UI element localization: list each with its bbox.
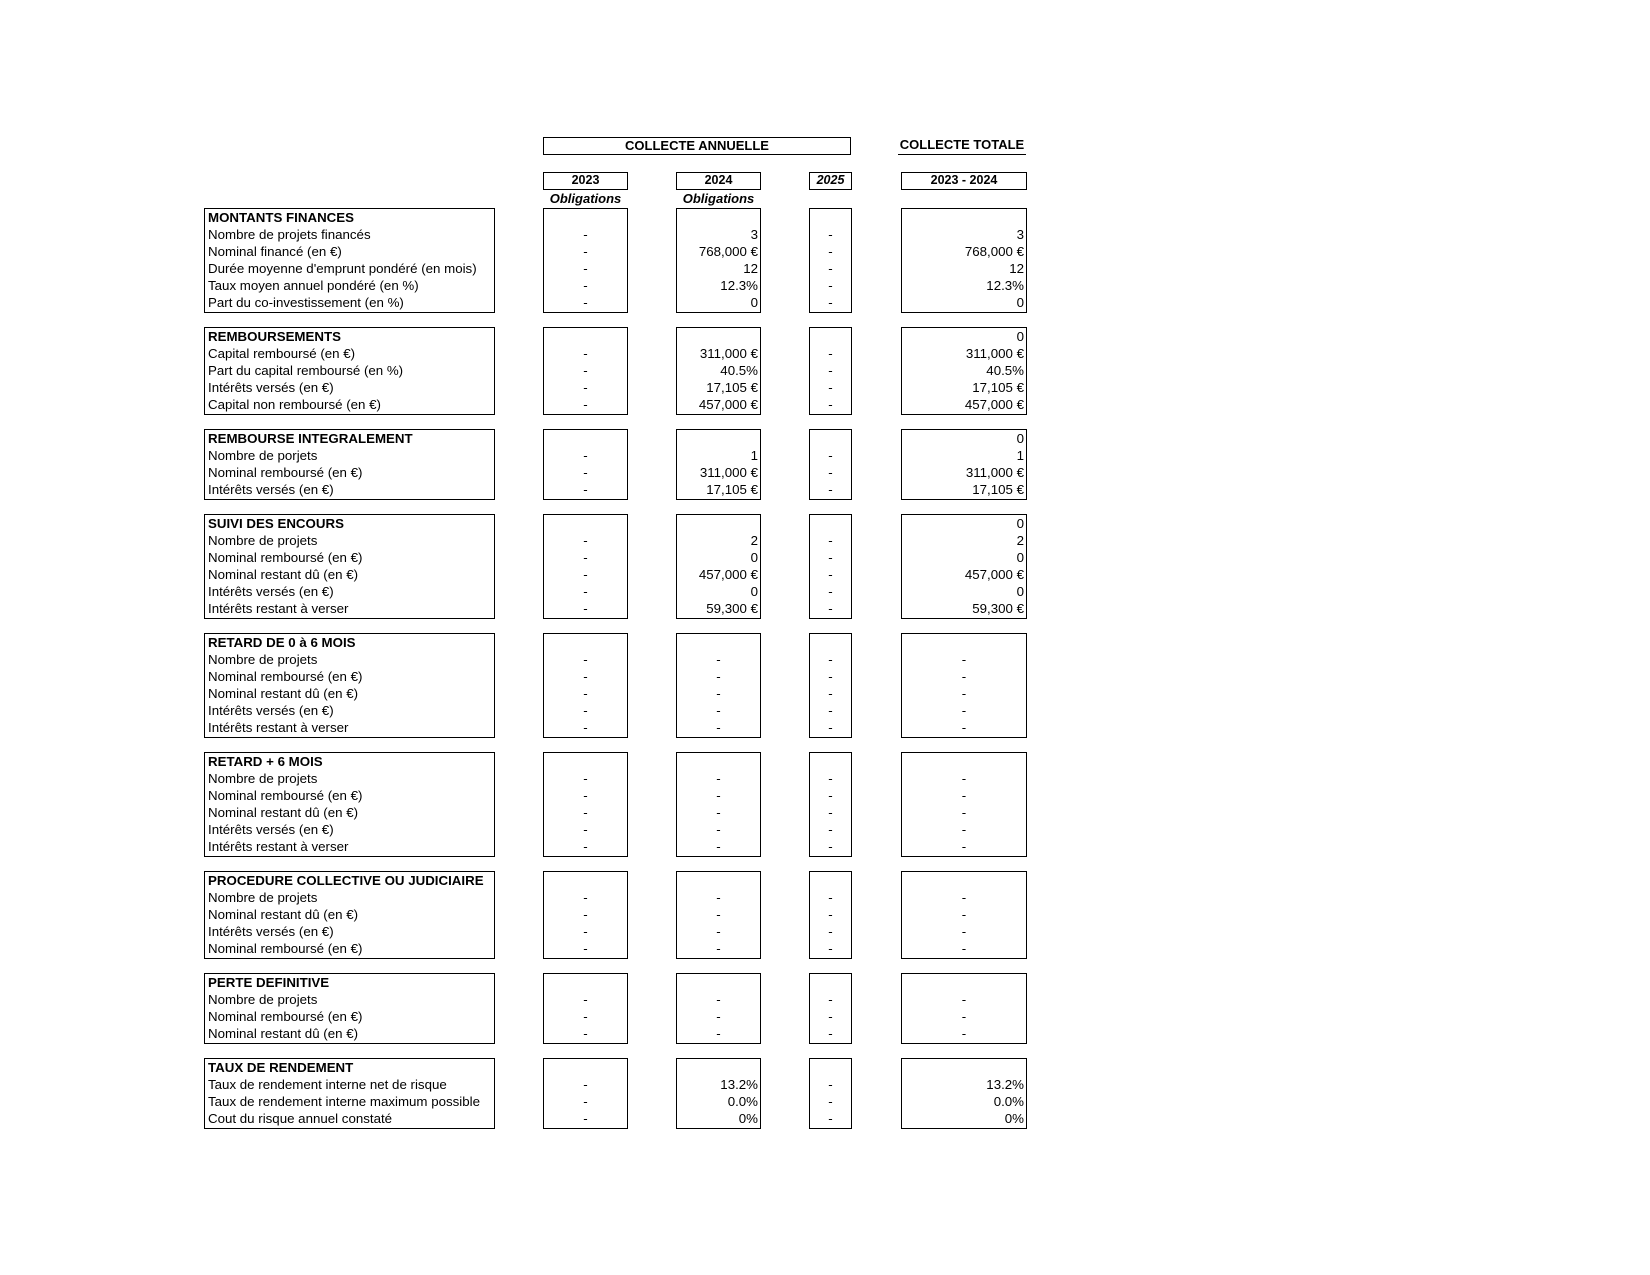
- section-7-col-2025-box: [809, 973, 852, 1044]
- section-7-col-total-box: [901, 973, 1027, 1044]
- section-2-label-column-box: [204, 429, 495, 500]
- section-6-col-2025-box: [809, 871, 852, 959]
- row-value-v2025: -: [828, 907, 833, 922]
- row-value-v2023: -: [583, 890, 588, 905]
- row-value-total: 1: [1016, 448, 1024, 463]
- row-label: Taux de rendement interne maximum possible: [208, 1094, 480, 1109]
- row-value-v2023: -: [583, 652, 588, 667]
- row-value-v2025: -: [828, 788, 833, 803]
- row-value-v2025: -: [828, 652, 833, 667]
- row-value-v2025: -: [828, 261, 833, 276]
- row-value-v2023: -: [583, 295, 588, 310]
- section-title: TAUX DE RENDEMENT: [208, 1060, 354, 1075]
- row-value-v2025: -: [828, 992, 833, 1007]
- section-1-col-2024-box: [676, 327, 761, 415]
- row-value-total: 0.0%: [993, 1094, 1024, 1109]
- row-label: Nombre de porjets: [208, 448, 318, 463]
- section-2-col-2023-box: [543, 429, 628, 500]
- section-3-col-2025-box: [809, 514, 852, 619]
- row-value-v2023: -: [583, 703, 588, 718]
- row-label: Nominal financé (en €): [208, 244, 342, 259]
- row-value-v2023: -: [583, 227, 588, 242]
- row-value-v2024: 2: [750, 533, 758, 548]
- section-4-col-total-box: [901, 633, 1027, 738]
- row-value-total: 13.2%: [986, 1077, 1024, 1092]
- row-value-v2024: 0: [750, 295, 758, 310]
- row-value-total: 0: [1016, 584, 1024, 599]
- row-value-total: 0: [1016, 295, 1024, 310]
- section-0-col-total-box: [901, 208, 1027, 313]
- row-value-v2024: -: [716, 703, 721, 718]
- row-value-v2024: 59,300 €: [706, 601, 758, 616]
- section-5-col-2023-box: [543, 752, 628, 857]
- row-value-total: 311,000 €: [965, 465, 1024, 480]
- row-value-total: -: [961, 839, 967, 854]
- row-value-v2024: -: [716, 1026, 721, 1041]
- row-label: Nominal remboursé (en €): [208, 465, 363, 480]
- row-value-total: 12: [1009, 261, 1024, 276]
- row-value-total: 457,000 €: [964, 397, 1024, 412]
- row-value-v2023: -: [583, 1009, 588, 1024]
- row-value-v2023: -: [583, 567, 588, 582]
- row-label: Capital non remboursé (en €): [208, 397, 381, 412]
- row-value-v2024: -: [716, 924, 721, 939]
- row-value-total: -: [961, 1009, 967, 1024]
- section-title-total: 0: [1016, 329, 1024, 344]
- row-label: Nominal restant dû (en €): [208, 805, 359, 820]
- row-value-v2024: -: [716, 652, 721, 667]
- row-label: Cout du risque annuel constaté: [208, 1111, 393, 1126]
- section-6-label-column-box: [204, 871, 495, 959]
- row-value-total: -: [961, 669, 967, 684]
- section-5-col-2024-box: [676, 752, 761, 857]
- row-value-v2023: -: [583, 669, 588, 684]
- row-value-v2024: 0: [750, 550, 758, 565]
- section-8-col-total-box: [901, 1058, 1027, 1129]
- row-value-v2025: -: [828, 244, 833, 259]
- section-6-col-2024-box: [676, 871, 761, 959]
- section-1-col-2025-box: [809, 327, 852, 415]
- row-value-v2025: -: [828, 533, 833, 548]
- row-value-total: -: [961, 686, 967, 701]
- row-value-v2025: -: [828, 584, 833, 599]
- row-label: Intérêts restant à verser: [208, 720, 349, 735]
- section-5-col-total-box: [901, 752, 1027, 857]
- row-value-v2023: -: [583, 924, 588, 939]
- section-0-label-column-box: [204, 208, 495, 313]
- row-value-v2024: -: [716, 822, 721, 837]
- section-0-col-2024-box: [676, 208, 761, 313]
- row-value-total: 2: [1016, 533, 1024, 548]
- row-label: Intérêts restant à verser: [208, 839, 349, 854]
- row-value-v2024: 311,000 €: [699, 465, 758, 480]
- row-value-v2023: -: [583, 584, 588, 599]
- row-value-v2023: -: [583, 346, 588, 361]
- row-value-v2025: -: [828, 1111, 833, 1126]
- row-value-v2023: -: [583, 261, 588, 276]
- section-title: SUIVI DES ENCOURS: [208, 516, 344, 531]
- row-value-v2025: -: [828, 1077, 833, 1092]
- row-label: Nombre de projets: [208, 533, 318, 548]
- row-value-v2023: -: [583, 278, 588, 293]
- row-value-v2024: -: [716, 907, 721, 922]
- section-7-col-2024-box: [676, 973, 761, 1044]
- row-value-v2025: -: [828, 550, 833, 565]
- row-label: Taux moyen annuel pondéré (en %): [208, 278, 419, 293]
- year-2023-header: 2023: [543, 172, 628, 190]
- row-label: Intérêts versés (en €): [208, 822, 334, 837]
- row-value-v2023: -: [583, 465, 588, 480]
- row-value-v2023: -: [583, 363, 588, 378]
- row-value-v2025: -: [828, 363, 833, 378]
- row-value-v2024: 0: [750, 584, 758, 599]
- row-value-total: -: [961, 720, 967, 735]
- section-title-total: 0: [1016, 516, 1024, 531]
- row-label: Nominal restant dû (en €): [208, 907, 359, 922]
- section-1-label-column-box: [204, 327, 495, 415]
- row-value-v2025: -: [828, 601, 833, 616]
- row-value-v2023: -: [583, 397, 588, 412]
- row-label: Nominal restant dû (en €): [208, 1026, 359, 1041]
- section-3-col-2024-box: [676, 514, 761, 619]
- row-value-v2024: -: [716, 720, 721, 735]
- row-value-v2025: -: [828, 397, 833, 412]
- section-title: PROCEDURE COLLECTIVE OU JUDICIAIRE: [208, 873, 484, 888]
- row-label: Nombre de projets: [208, 652, 318, 667]
- row-value-v2024: -: [716, 771, 721, 786]
- row-value-v2025: -: [828, 1009, 833, 1024]
- row-value-v2024: 457,000 €: [698, 567, 758, 582]
- row-label: Nominal remboursé (en €): [208, 669, 363, 684]
- row-value-total: -: [961, 992, 967, 1007]
- row-value-v2025: -: [828, 839, 833, 854]
- row-value-v2025: -: [828, 448, 833, 463]
- collecte-totale-header: COLLECTE TOTALE: [898, 137, 1026, 155]
- row-value-total: -: [961, 907, 967, 922]
- row-value-total: 0%: [1004, 1111, 1024, 1126]
- section-8-col-2024-box: [676, 1058, 761, 1129]
- row-label: Part du co-investissement (en %): [208, 295, 404, 310]
- row-label: Durée moyenne d'emprunt pondéré (en mois): [208, 261, 477, 276]
- row-value-v2024: 0.0%: [727, 1094, 758, 1109]
- row-value-v2024: 17,105 €: [706, 380, 758, 395]
- row-value-v2024: -: [716, 890, 721, 905]
- subheader-2023: Obligations: [549, 191, 622, 206]
- section-4-col-2025-box: [809, 633, 852, 738]
- row-value-v2023: -: [583, 771, 588, 786]
- section-6-col-total-box: [901, 871, 1027, 959]
- section-7-label-column-box: [204, 973, 495, 1044]
- row-value-total: -: [961, 941, 967, 956]
- row-value-total: -: [961, 652, 967, 667]
- total-range-header: 2023 - 2024: [901, 172, 1027, 190]
- row-value-v2023: -: [583, 839, 588, 854]
- section-title: PERTE DEFINITIVE: [208, 975, 330, 990]
- section-3-col-2023-box: [543, 514, 628, 619]
- section-title: REMBOURSEMENTS: [208, 329, 341, 344]
- row-label: Nombre de projets: [208, 992, 318, 1007]
- row-value-v2023: -: [583, 822, 588, 837]
- section-title: REMBOURSE INTEGRALEMENT: [208, 431, 413, 446]
- row-value-total: 0: [1016, 550, 1024, 565]
- row-value-v2024: -: [716, 788, 721, 803]
- row-value-total: -: [961, 822, 967, 837]
- section-2-col-2025-box: [809, 429, 852, 500]
- row-value-v2024: -: [716, 839, 721, 854]
- section-8-col-2025-box: [809, 1058, 852, 1129]
- row-value-v2023: -: [583, 788, 588, 803]
- section-0-col-2025-box: [809, 208, 852, 313]
- row-value-v2025: -: [828, 686, 833, 701]
- row-value-total: 3: [1016, 227, 1024, 242]
- section-5-col-2025-box: [809, 752, 852, 857]
- year-2025-header: 2025: [809, 172, 852, 190]
- row-value-v2023: -: [583, 380, 588, 395]
- row-value-total: 17,105 €: [972, 380, 1024, 395]
- row-value-v2025: -: [828, 482, 833, 497]
- row-value-v2023: -: [583, 992, 588, 1007]
- section-4-col-2023-box: [543, 633, 628, 738]
- row-value-v2024: 3: [750, 227, 758, 242]
- section-8-label-column-box: [204, 1058, 495, 1129]
- row-value-total: -: [961, 924, 967, 939]
- subheader-2024: Obligations: [682, 191, 755, 206]
- row-value-total: -: [961, 1026, 967, 1041]
- row-value-v2025: -: [828, 278, 833, 293]
- row-value-v2023: -: [583, 533, 588, 548]
- row-value-total: 40.5%: [986, 363, 1024, 378]
- section-2-col-total-box: [901, 429, 1027, 500]
- row-value-v2025: -: [828, 805, 833, 820]
- row-value-v2025: -: [828, 295, 833, 310]
- row-value-total: -: [961, 771, 967, 786]
- section-4-col-2024-box: [676, 633, 761, 738]
- section-2-col-2024-box: [676, 429, 761, 500]
- row-value-v2024: 12: [743, 261, 758, 276]
- section-3-col-total-box: [901, 514, 1027, 619]
- row-label: Intérêts versés (en €): [208, 703, 334, 718]
- row-value-v2023: -: [583, 1077, 588, 1092]
- row-label: Intérêts restant à verser: [208, 601, 349, 616]
- section-1-col-total-box: [901, 327, 1027, 415]
- row-value-total: 457,000 €: [964, 567, 1024, 582]
- row-label: Taux de rendement interne net de risque: [208, 1077, 447, 1092]
- row-label: Nominal remboursé (en €): [208, 788, 363, 803]
- section-title: RETARD + 6 MOIS: [208, 754, 323, 769]
- row-value-v2024: 40.5%: [720, 363, 758, 378]
- row-value-v2023: -: [583, 1026, 588, 1041]
- row-value-v2025: -: [828, 227, 833, 242]
- row-value-v2023: -: [583, 686, 588, 701]
- row-value-v2024: -: [716, 992, 721, 1007]
- section-4-label-column-box: [204, 633, 495, 738]
- row-value-v2024: 17,105 €: [706, 482, 758, 497]
- row-value-v2025: -: [828, 669, 833, 684]
- row-label: Nombre de projets: [208, 771, 318, 786]
- row-value-v2024: 0%: [738, 1111, 758, 1126]
- row-value-total: 12.3%: [986, 278, 1024, 293]
- row-label: Nombre de projets financés: [208, 227, 371, 242]
- row-label: Intérêts versés (en €): [208, 482, 334, 497]
- row-label: Intérêts versés (en €): [208, 924, 334, 939]
- row-value-v2023: -: [583, 907, 588, 922]
- row-value-v2024: 12.3%: [720, 278, 758, 293]
- row-label: Nominal restant dû (en €): [208, 567, 359, 582]
- row-value-v2025: -: [828, 703, 833, 718]
- row-value-v2023: -: [583, 448, 588, 463]
- row-value-v2024: -: [716, 1009, 721, 1024]
- section-title: RETARD DE 0 à 6 MOIS: [208, 635, 356, 650]
- row-label: Intérêts versés (en €): [208, 584, 334, 599]
- section-5-label-column-box: [204, 752, 495, 857]
- row-value-v2025: -: [828, 465, 833, 480]
- row-label: Nominal restant dû (en €): [208, 686, 359, 701]
- year-2024-header: 2024: [676, 172, 761, 190]
- row-value-v2023: -: [583, 601, 588, 616]
- row-value-v2023: -: [583, 482, 588, 497]
- section-title: MONTANTS FINANCES: [208, 210, 355, 225]
- row-value-total: -: [961, 703, 967, 718]
- row-value-v2025: -: [828, 567, 833, 582]
- row-value-v2023: -: [583, 244, 588, 259]
- row-label: Part du capital remboursé (en %): [208, 363, 404, 378]
- row-value-v2025: -: [828, 822, 833, 837]
- row-value-v2024: 13.2%: [720, 1077, 758, 1092]
- row-value-total: -: [961, 805, 967, 820]
- row-value-v2023: -: [583, 550, 588, 565]
- row-value-v2023: -: [583, 1094, 588, 1109]
- row-value-v2024: -: [716, 686, 721, 701]
- section-0-col-2023-box: [543, 208, 628, 313]
- row-value-total: 311,000 €: [965, 346, 1024, 361]
- row-label: Intérêts versés (en €): [208, 380, 334, 395]
- row-label: Capital remboursé (en €): [208, 346, 356, 361]
- row-value-v2023: -: [583, 1111, 588, 1126]
- row-value-v2024: 311,000 €: [699, 346, 758, 361]
- row-value-v2024: 1: [750, 448, 758, 463]
- row-value-v2025: -: [828, 1094, 833, 1109]
- row-value-v2023: -: [583, 941, 588, 956]
- row-value-v2023: -: [583, 720, 588, 735]
- row-value-v2025: -: [828, 924, 833, 939]
- row-value-v2025: -: [828, 380, 833, 395]
- row-value-v2024: 768,000 €: [698, 244, 758, 259]
- section-7-col-2023-box: [543, 973, 628, 1044]
- row-value-v2025: -: [828, 1026, 833, 1041]
- row-label: Nominal remboursé (en €): [208, 941, 363, 956]
- section-8-col-2023-box: [543, 1058, 628, 1129]
- row-value-v2025: -: [828, 720, 833, 735]
- row-value-v2024: 457,000 €: [698, 397, 758, 412]
- section-6-col-2023-box: [543, 871, 628, 959]
- row-value-v2025: -: [828, 890, 833, 905]
- row-label: Nominal remboursé (en €): [208, 1009, 363, 1024]
- row-value-total: -: [961, 890, 967, 905]
- row-value-v2023: -: [583, 805, 588, 820]
- section-1-col-2023-box: [543, 327, 628, 415]
- row-value-total: -: [961, 788, 967, 803]
- collecte-annuelle-header: COLLECTE ANNUELLE: [543, 137, 851, 155]
- row-value-total: 768,000 €: [964, 244, 1024, 259]
- row-value-v2024: -: [716, 669, 721, 684]
- row-label: Nominal remboursé (en €): [208, 550, 363, 565]
- section-3-label-column-box: [204, 514, 495, 619]
- row-value-total: 17,105 €: [972, 482, 1024, 497]
- row-value-v2024: -: [716, 805, 721, 820]
- row-value-v2025: -: [828, 941, 833, 956]
- row-label: Nombre de projets: [208, 890, 318, 905]
- section-title-total: 0: [1016, 431, 1024, 446]
- row-value-v2025: -: [828, 771, 833, 786]
- row-value-v2024: -: [716, 941, 721, 956]
- row-value-v2025: -: [828, 346, 833, 361]
- row-value-total: 59,300 €: [972, 601, 1024, 616]
